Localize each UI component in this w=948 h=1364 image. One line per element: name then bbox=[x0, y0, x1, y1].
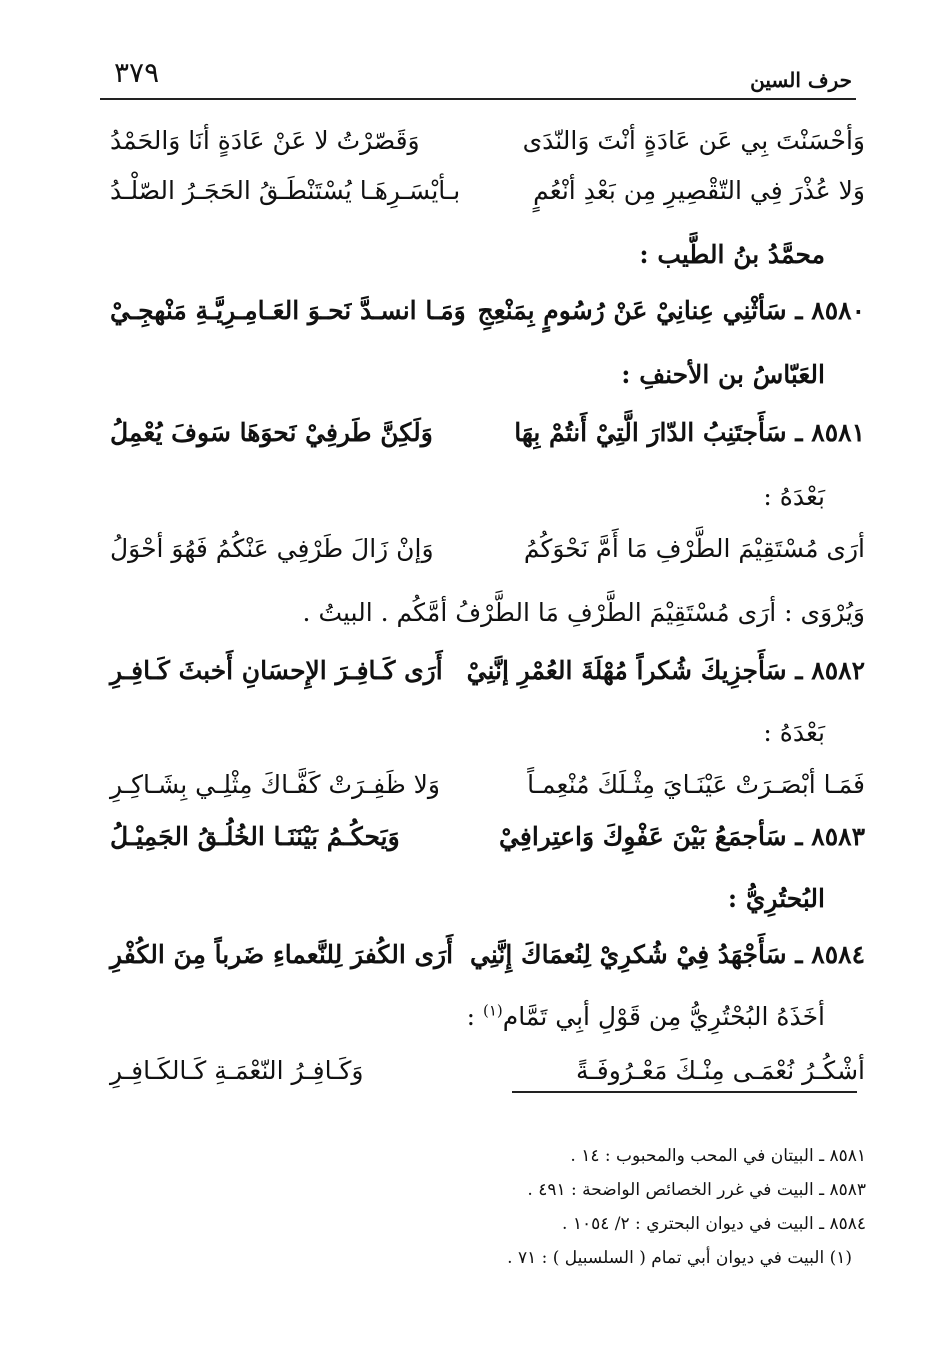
footnote: (١) البيت في ديوان أبي تمام ( السلسبيل ) : ٧١ . bbox=[507, 1248, 852, 1268]
source-note bbox=[467, 1002, 865, 1031]
numbered-verse-8581 bbox=[110, 418, 865, 464]
footnote-separator bbox=[512, 1091, 857, 1093]
verse-first-hemistich: وَأحْسَنْتَ بِي عَن عَادَةٍ أنْتَ وَالنّدَى bbox=[522, 126, 865, 155]
verse-line bbox=[110, 770, 865, 816]
poet-name: البُحتُرِيُّ : bbox=[727, 884, 825, 913]
verse-first-hemistich: فَمَـا أبْصَـرَتْ عَيْنَـايَ مِثْـلَكَ مُنْعِمـاً bbox=[527, 770, 865, 799]
poet-heading bbox=[110, 884, 865, 930]
verse-first-hemistich: ٨٥٨٢ ـ سَأَجزِيكَ شُكراً مُهْلَةَ العُمْرِ إنَّنِيْ bbox=[466, 656, 865, 685]
verse-second-hemistich: وَيَحكُـمُ بَيْنَنَـا الخُلُـقُ الجَمِيْـلُ bbox=[110, 822, 400, 851]
verse-line bbox=[110, 126, 865, 172]
footnote: ٨٥٨١ ـ البيتان في المحب والمحبوب : ١٤ . bbox=[570, 1146, 866, 1166]
verse-second-hemistich: وَلا ظَفِـرَتْ كَفَّـاكَ مِثْلِـي بِشَـاكِـرِ bbox=[110, 770, 441, 799]
source-note-line bbox=[110, 1002, 865, 1048]
verse-first-hemistich: ٨٥٨١ ـ سَأَجتَنِبُ الدّارَ الَّتِيْ أَنتُمْ بِهَا bbox=[514, 418, 865, 447]
verse-second-hemistich: أَرَى كَـافِـرَ الإِحسَانِ أَخبثَ كَـافِـرِ bbox=[110, 656, 443, 685]
footnote-marker: (١) bbox=[483, 1002, 503, 1020]
verse-first-hemistich: أشْكُـرُ نُعْمَـى مِنْـكَ مَعْـرُوفَـةً bbox=[576, 1056, 865, 1085]
footnote: ٨٥٨٣ ـ البيت في غرر الخصائص الواضحة : ٤٩١ . bbox=[527, 1180, 866, 1200]
continuation-label bbox=[110, 482, 865, 528]
poet-name: محمَّدُ بنُ الطَّيب : bbox=[639, 240, 825, 269]
verse-second-hemistich: أَرَى الكُفرَ لِلنَّعماءِ ضَرباً مِنَ الكُفْرِ bbox=[110, 940, 454, 969]
verse-first-hemistich: ٨٥٨٤ ـ سَأَجْهَدُ فِيْ شُكرِيْ لِنُعمَاكَ إِنَّنِي bbox=[469, 940, 865, 969]
source-note-colon: : bbox=[466, 1002, 483, 1032]
verse-first-hemistich: ٨٥٨٣ ـ سَأجمَعُ بَيْنَ عَفْوِكَ وَاعتِرافِيْ bbox=[499, 822, 865, 851]
verse-first-hemistich: وَلا عُذْرَ فِي التّقْصِيرِ مِن بَعْدِ أنْعُمٍ bbox=[533, 176, 865, 205]
after-label: بَعْدَهُ : bbox=[763, 718, 825, 747]
source-note-text: أخَذَهُ البُحْتُرِيُّ مِن قَوْلِ أبِي تَمَّام bbox=[502, 1002, 825, 1032]
numbered-verse-8580 bbox=[110, 296, 865, 342]
poet-name: العَبّاسُ بن الأحنفِ : bbox=[621, 360, 825, 389]
page-header bbox=[100, 56, 856, 100]
verse-first-hemistich: أرَى مُسْتَقِيْمَ الطَّرْفِ مَا أَمَّ نَحْوَكُمُ bbox=[523, 534, 865, 563]
poet-heading bbox=[110, 240, 865, 286]
numbered-verse-8584 bbox=[110, 940, 865, 986]
verse-line bbox=[110, 1056, 865, 1102]
verse-second-hemistich: وَقَصّرْتُ لا عَنْ عَادَةٍ أنَا وَالحَمْدُ bbox=[110, 126, 420, 155]
footnote: ٨٥٨٤ ـ البيت في ديوان البحتري : ٢/ ١٠٥٤ . bbox=[562, 1214, 866, 1234]
variant-note: وَيُرْوَى : أرَى مُسْتَقِيْمَ الطَّرْفِ مَا الطَّرْفُ أمَّكُم . البيتُ . bbox=[302, 598, 865, 627]
numbered-verse-8583 bbox=[110, 822, 865, 868]
verse-second-hemistich: وَمَـا انسـدَّ نَحـوَ العَـامِـرِيَّـةِ مَنْهجِـيْ bbox=[110, 296, 466, 325]
continuation-label bbox=[110, 718, 865, 764]
verse-second-hemistich: بـأيْسَـرِهَـا يُسْتَنْطَـقُ الحَجَـرُ الصّلْـدُ bbox=[110, 176, 461, 205]
variant-note-line bbox=[110, 598, 865, 644]
running-title: حرف السين bbox=[750, 68, 852, 92]
verse-first-hemistich: ٨٥٨٠ ـ سَأثْنِي عِنانِيْ عَنْ رُسُومٍ بِمَنْعِجِ bbox=[477, 296, 865, 325]
after-label: بَعْدَهُ : bbox=[763, 482, 825, 511]
verse-line bbox=[110, 534, 865, 580]
verse-second-hemistich: وَإنْ زَالَ طَرْفِي عَنْكُمُ فَهُوَ أحْوَلُ bbox=[110, 534, 434, 563]
poet-heading bbox=[110, 360, 865, 406]
page-number: ٣٧٩ bbox=[114, 56, 160, 89]
numbered-verse-8582 bbox=[110, 656, 865, 702]
verse-second-hemistich: وَكَـافِـرُ النّعْمَـةِ كَـالكَـافِـرِ bbox=[110, 1056, 364, 1085]
verse-line bbox=[110, 176, 865, 222]
verse-second-hemistich: وَلَكِنَّ طَرفِيْ نَحوَهَا سَوفَ يُعْمِلُ bbox=[110, 418, 433, 447]
